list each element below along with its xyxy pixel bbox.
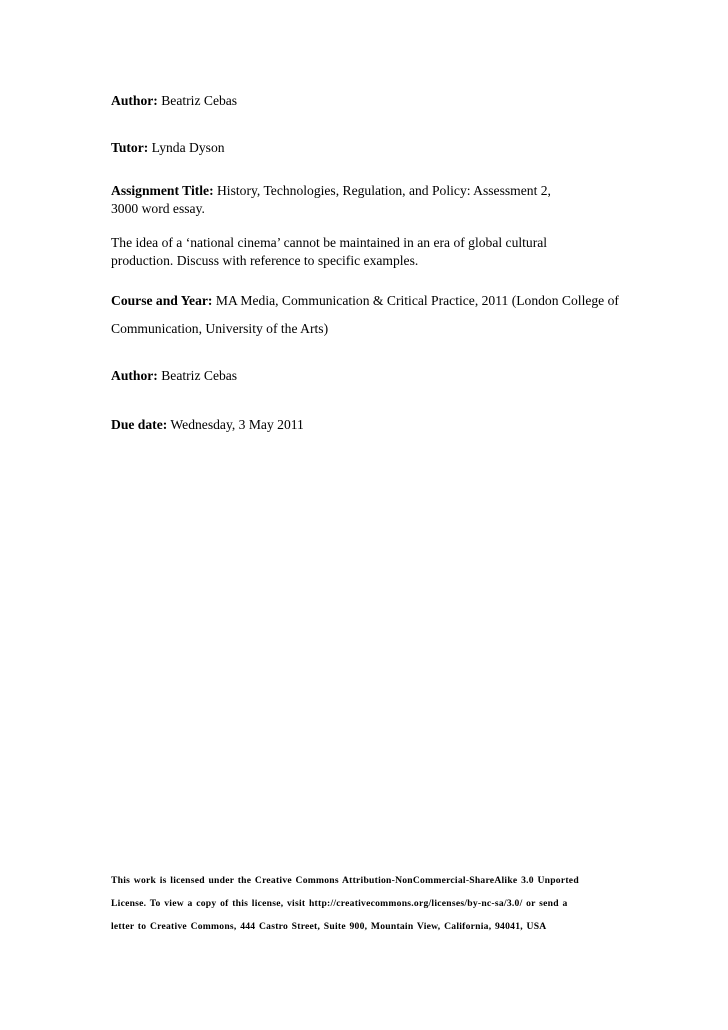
license-notice: [111, 869, 621, 938]
course-year-label: Course and Year:: [111, 293, 213, 308]
assignment-title-field: [111, 182, 671, 218]
assignment-title-value: History, Technologies, Regulation, and Policy: Assessment 2,: [213, 183, 551, 198]
license-line-2: License. To view a copy of this license, visit http://creativecommons.org/licenses/by-nc-sa/3.0/ or send a: [111, 898, 568, 909]
author-field-repeat: [111, 367, 671, 385]
course-year-line-2: Communication, University of the Arts): [111, 321, 329, 336]
author-value-repeat: Beatriz Cebas: [157, 368, 238, 383]
tutor-value: Lynda Dyson: [148, 140, 225, 155]
due-date-field: [111, 416, 671, 434]
assignment-title-line-1: [111, 182, 671, 200]
course-year-field: [111, 287, 671, 343]
essay-question-line-2: production. Discuss with reference to specific examples.: [111, 253, 419, 268]
assignment-title-line-2: 3000 word essay.: [111, 201, 205, 216]
due-date-value: Wednesday, 3 May 2011: [167, 417, 304, 432]
author-label: Author:: [111, 93, 158, 108]
author-field: [111, 92, 671, 110]
license-line-1: This work is licensed under the Creative Commons Attribution-NonCommercial-ShareAlike 3.0 Unported: [111, 875, 579, 886]
course-year-value: MA Media, Communication & Critical Practice, 2011 (London College of: [212, 293, 619, 308]
essay-question-line-1: The idea of a ‘national cinema’ cannot be maintained in an era of global cultural: [111, 235, 548, 250]
author-value: Beatriz Cebas: [157, 93, 238, 108]
due-date-label: Due date:: [111, 417, 168, 432]
essay-question: [111, 234, 671, 270]
tutor-label: Tutor:: [111, 140, 149, 155]
course-year-line-1: [111, 287, 671, 315]
license-line-3: letter to Creative Commons, 444 Castro Street, Suite 900, Mountain View, California, 94041, USA: [111, 921, 547, 932]
assignment-title-label: Assignment Title:: [111, 183, 214, 198]
author-label-repeat: Author:: [111, 368, 158, 383]
tutor-field: [111, 139, 671, 157]
